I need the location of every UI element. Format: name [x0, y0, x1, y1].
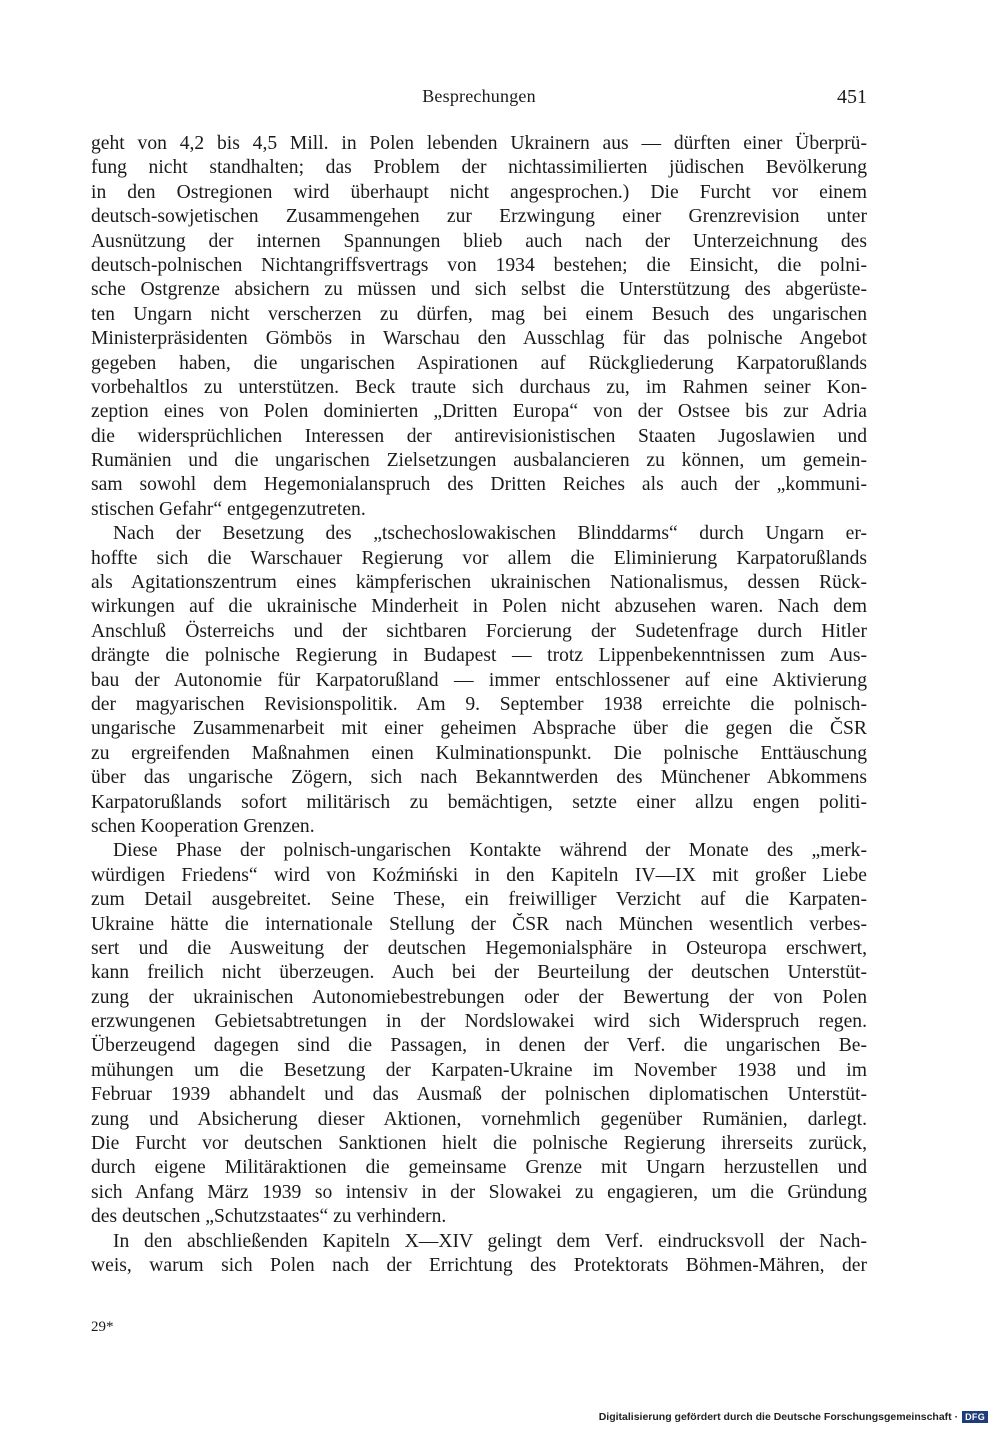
text-line: sich Anfang März 1939 so intensiv in der Slowakei zu engagieren, um die Gründung — [91, 1181, 867, 1203]
text-line: deutsch-sowjetischen Zusammengehen zur Erzwingung einer Grenzrevision unter — [91, 206, 867, 228]
text-line: weis, warum sich Polen nach der Errichtung des Protektorats Böhmen-Mähren, der — [91, 1254, 867, 1276]
text-line: erzwungenen Gebietsabtretungen in der Nordslowakei wird sich Widerspruch regen. — [91, 1011, 867, 1033]
text-line: zu ergreifenden Maßnahmen einen Kulminationspunkt. Die polnische Enttäuschung — [91, 742, 867, 764]
text-line: sert und die Ausweitung der deutschen Hegemonialsphäre in Osteuropa erschwert, — [91, 937, 867, 959]
text-line: schen Kooperation Grenzen. — [91, 815, 315, 837]
text-line: hoffte sich die Warschauer Regierung vor allem die Eliminierung Karpatorußlands — [91, 547, 867, 569]
text-line: In den abschließenden Kapiteln X—XIV gelingt dem Verf. eindrucksvoll der Nach- — [113, 1230, 867, 1252]
text-line: gegeben haben, die ungarischen Aspirationen auf Rückgliederung Karpatorußlands — [91, 352, 867, 374]
text-line: zung der ukrainischen Autonomiebestrebungen oder der Bewertung der von Polen — [91, 986, 867, 1008]
text-line: ten Ungarn nicht verscherzen zu dürfen, mag bei einem Besuch des ungarischen — [91, 303, 867, 325]
text-line: zum Detail ausgebreitet. Seine These, ein freiwilliger Verzicht auf die Karpaten- — [91, 889, 867, 911]
text-line: Diese Phase der polnisch-ungarischen Kontakte während der Monate des „merk- — [113, 840, 867, 862]
running-head: Besprechungen — [422, 86, 536, 106]
text-line: wirkungen auf die ukrainische Minderheit in Polen nicht abzusehen waren. Nach dem — [91, 596, 867, 618]
digitization-credit — [599, 1411, 988, 1423]
text-line: Karpatorußlands sofort militärisch zu bemächtigen, setzte einer allzu engen politi- — [91, 791, 867, 813]
paragraph — [91, 839, 867, 1229]
text-line: sche Ostgrenze absichern zu müssen und sich selbst die Unterstützung des abgerüste- — [91, 279, 867, 301]
text-line: Überzeugend dagegen sind die Passagen, in denen der Verf. die ungarischen Be- — [91, 1035, 867, 1057]
text-line: der magyarischen Revisionspolitik. Am 9. September 1938 erreichte die polnisch- — [91, 693, 867, 715]
text-line: mühungen um die Besetzung der Karpaten-Ukraine im November 1938 und im — [91, 1059, 867, 1081]
dfg-logo-icon: DFG — [962, 1411, 988, 1423]
credit-text: Digitalisierung gefördert durch die Deutsche Forschungsgemeinschaft · — [598, 1411, 959, 1423]
text-line: des deutschen „Schutzstaates“ zu verhindern. — [91, 1206, 447, 1228]
text-line: ungarische Zusammenarbeit mit einer geheimen Absprache über die gegen die ČSR — [91, 718, 867, 740]
page-number: 451 — [837, 86, 867, 108]
text-line: Ausnützung der internen Spannungen blieb auch nach der Unterzeichnung des — [91, 230, 867, 252]
paragraph — [91, 132, 867, 522]
text-line: zeption eines von Polen dominierten „Dritten Europa“ von der Ostsee bis zur Adria — [91, 401, 867, 423]
text-line: kann freilich nicht überzeugen. Auch bei der Beurteilung der deutschen Unterstüt- — [91, 962, 867, 984]
signature-mark: 29* — [91, 1319, 114, 1335]
text-line: durch eigene Militäraktionen die gemeinsame Grenze mit Ungarn herzustellen und — [91, 1157, 867, 1179]
text-line: stischen Gefahr“ entgegenzutreten. — [91, 498, 366, 520]
text-line: als Agitationszentrum eines kämpferischen ukrainischen Nationalismus, dessen Rück- — [91, 572, 867, 594]
text-line: drängte die polnische Regierung in Budapest — trotz Lippenbekenntnissen zum Aus- — [91, 645, 867, 667]
page-header — [91, 86, 867, 110]
text-line: in den Ostregionen wird überhaupt nicht angesprochen.) Die Furcht vor einem — [91, 181, 867, 203]
text-line: sam sowohl dem Hegemonialanspruch des Dritten Reiches als auch der „kommuni- — [91, 474, 867, 496]
text-line: Anschluß Österreichs und der sichtbaren Forcierung der Sudetenfrage durch Hitler — [91, 620, 867, 642]
text-line: vorbehaltlos zu unterstützen. Beck traute sich durchaus zu, im Rahmen seiner Kon- — [91, 376, 867, 398]
text-line: über das ungarische Zögern, sich nach Bekanntwerden des Münchener Abkommens — [91, 767, 867, 789]
body-text — [91, 132, 867, 1278]
text-line: Ukraine hätte die internationale Stellung der ČSR nach München wesentlich verbes- — [91, 913, 867, 935]
text-line: Ministerpräsidenten Gömbös in Warschau den Ausschlag für das polnische Angebot — [91, 328, 867, 350]
text-line: würdigen Friedens“ wird von Koźmiński in den Kapiteln IV—IX mit großer Liebe — [91, 864, 867, 886]
text-line: Nach der Besetzung des „tschechoslowakischen Blinddarms“ durch Ungarn er- — [113, 523, 867, 545]
text-line: fung nicht standhalten; das Problem der nichtassimilierten jüdischen Bevölkerung — [91, 157, 867, 179]
text-line: Rumänien und die ungarischen Zielsetzungen ausbalancieren zu können, um gemein- — [91, 450, 867, 472]
paragraph — [91, 522, 867, 839]
text-line: deutsch-polnischen Nichtangriffsvertrags von 1934 bestehen; die Einsicht, die polni- — [91, 254, 867, 276]
text-line: Februar 1939 abhandelt und das Ausmaß der polnischen diplomatischen Unterstüt- — [91, 1084, 867, 1106]
text-line: zung und Absicherung dieser Aktionen, vornehmlich gegenüber Rumänien, darlegt. — [91, 1108, 867, 1130]
text-line: die widersprüchlichen Interessen der antirevisionistischen Staaten Jugoslawien und — [91, 425, 867, 447]
text-line: Die Furcht vor deutschen Sanktionen hielt die polnische Regierung ihrerseits zurück, — [91, 1133, 867, 1155]
text-line: bau der Autonomie für Karpatorußland — immer entschlossener auf eine Aktivierung — [91, 669, 867, 691]
text-line: geht von 4,2 bis 4,5 Mill. in Polen lebenden Ukrainern aus — dürften einer Überprü- — [91, 133, 867, 154]
paragraph — [91, 1230, 867, 1279]
